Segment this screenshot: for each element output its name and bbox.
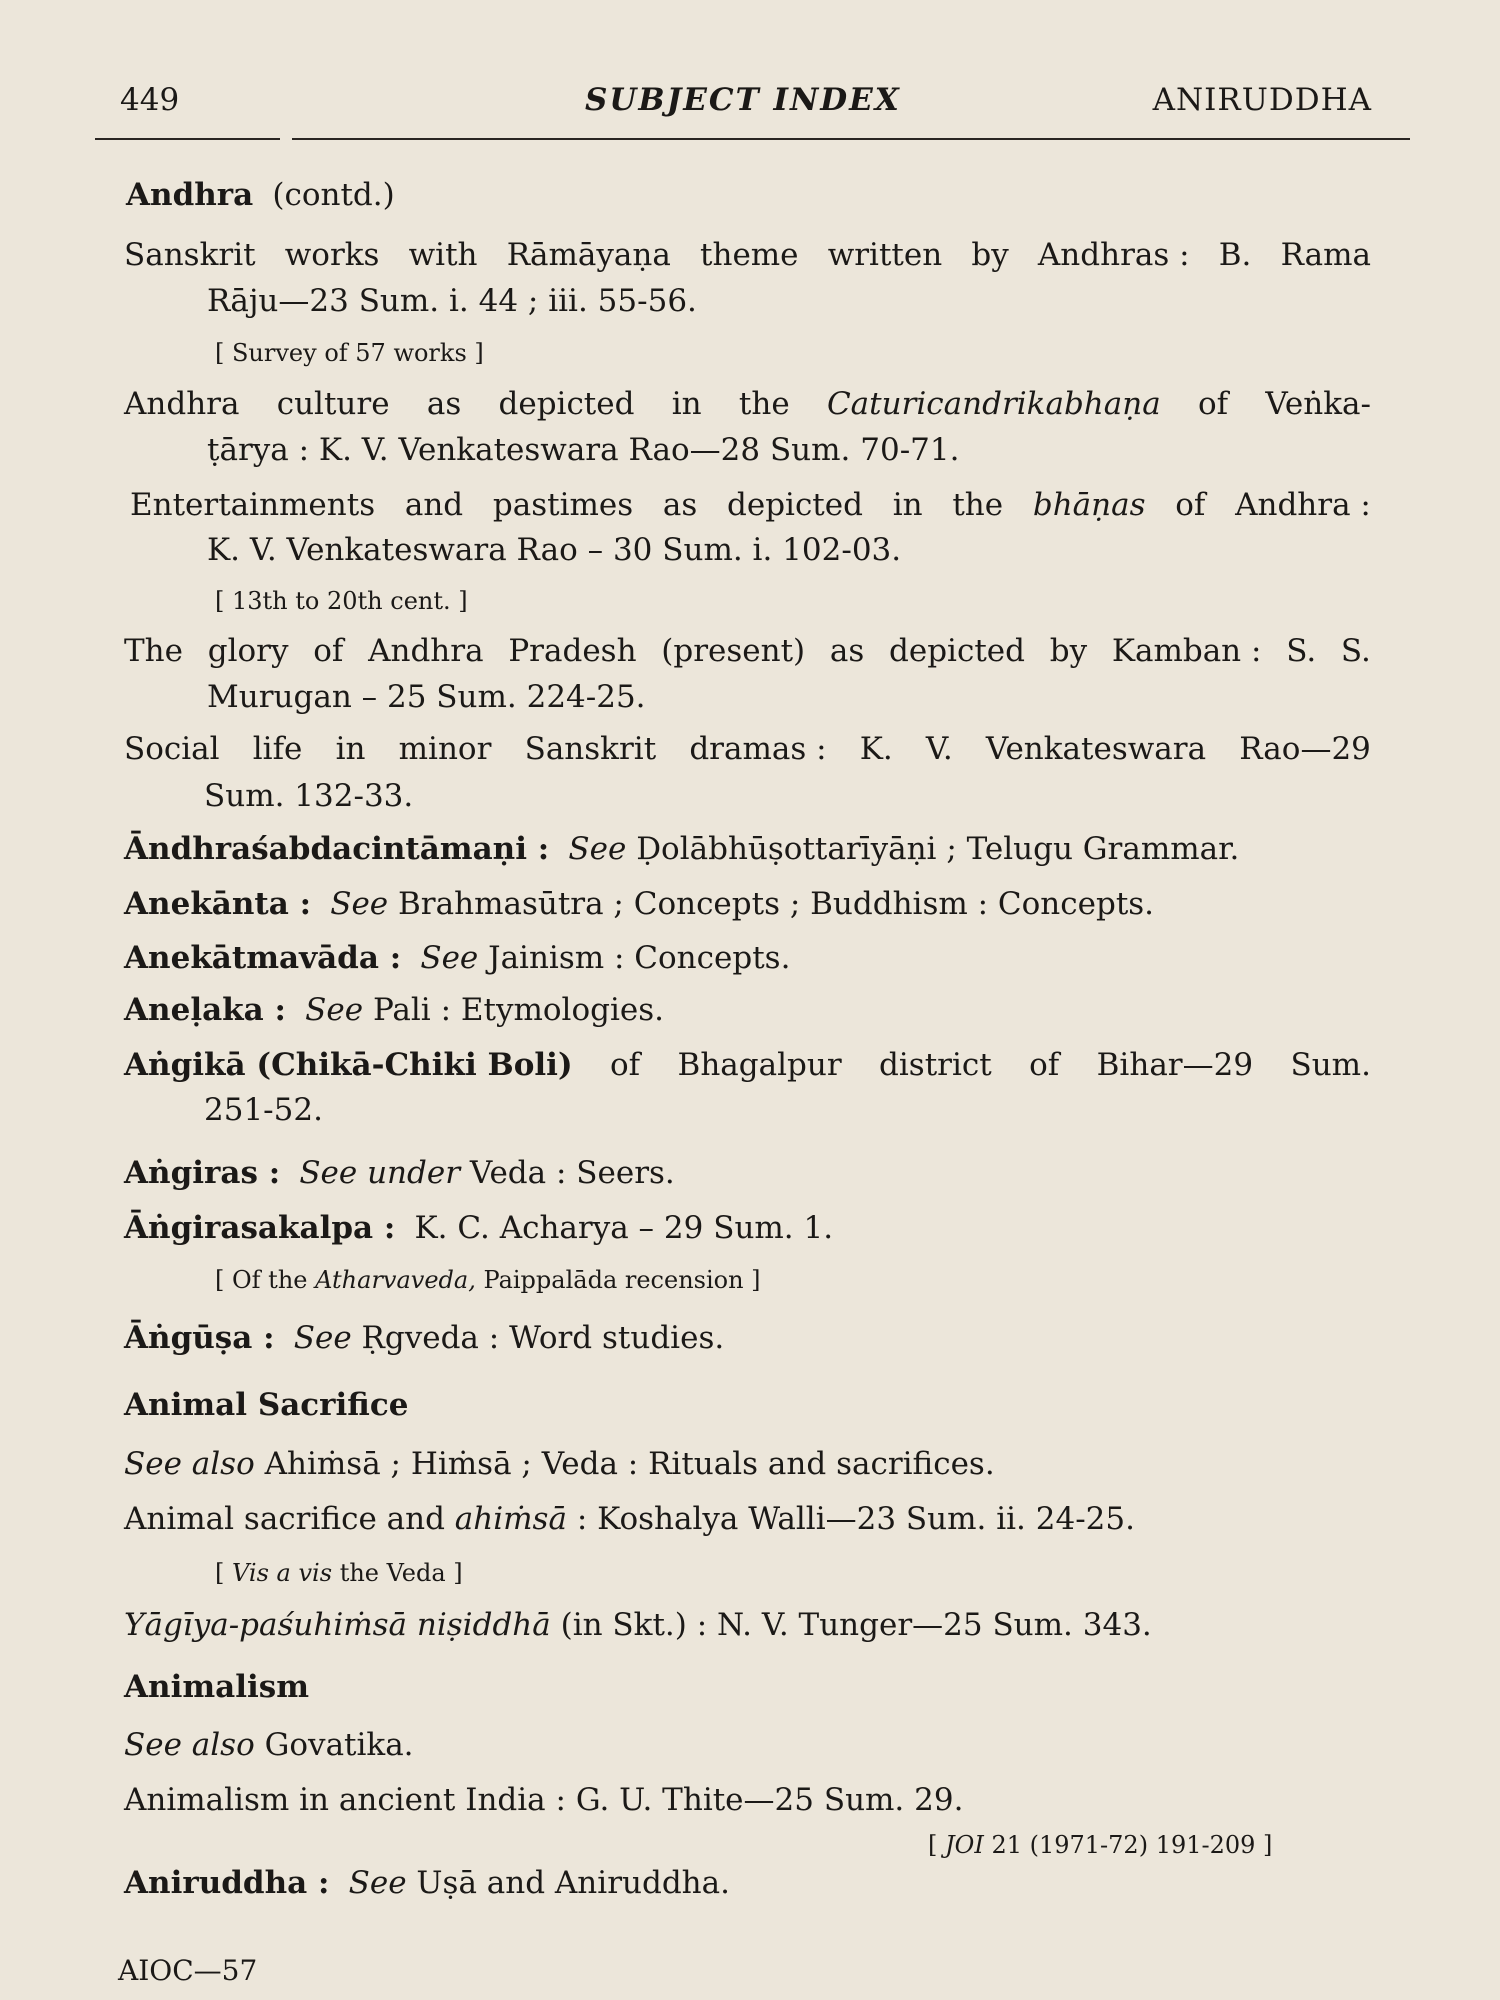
- entry-continuation: Rāju—23 Sum. i. 44 ; iii. 55-56.: [207, 283, 697, 319]
- entry-heading-animalism: Animalism: [124, 1669, 310, 1705]
- entry-animal-sacrifice-ahimsa: [124, 1501, 1135, 1537]
- entry-animalism-ancient-india: Animalism in ancient India : G. U. Thite—25 Sum. 29.: [124, 1782, 964, 1818]
- see-label: See: [305, 992, 364, 1028]
- cross-reference: Uṣā and Aniruddha.: [416, 1865, 730, 1901]
- word: Pradesh: [508, 633, 637, 669]
- entry-note: (contd.): [272, 177, 395, 213]
- see-label: See: [293, 1320, 352, 1356]
- note-text: the Veda ]: [339, 1559, 463, 1587]
- word: Sanskrit: [524, 731, 657, 767]
- word: of: [1175, 487, 1206, 523]
- word: by: [1049, 633, 1088, 669]
- entry-yagiya: [124, 1607, 1152, 1643]
- cross-reference: Pali : Etymologies.: [372, 992, 664, 1028]
- cross-reference: K. C. Acharya – 29 Sum. 1.: [414, 1210, 834, 1246]
- word: written: [827, 237, 943, 273]
- entry-heading-animal-sacrifice: Animal Sacrifice: [124, 1387, 409, 1423]
- cross-reference: Govatika.: [264, 1727, 414, 1763]
- word: the: [738, 386, 790, 422]
- header-rule-left: [95, 138, 280, 140]
- cross-reference: Ḍolābhūṣottarīyāṇi ; Telugu Grammar.: [636, 831, 1240, 867]
- word: minor: [398, 731, 492, 767]
- entry-anekanta: [124, 886, 1155, 922]
- entry-term: Āṅgūṣa :: [124, 1320, 275, 1356]
- note-title: Vis a vis: [232, 1559, 333, 1587]
- entry-continuation: K. V. Venkateswara Rao – 30 Sum. i. 102-03.: [207, 532, 902, 568]
- word: Bhagalpur: [677, 1047, 842, 1083]
- entry-note: [215, 1268, 761, 1292]
- word: S.: [1340, 633, 1371, 669]
- work-title: ahiṁsā: [454, 1501, 567, 1537]
- entry-term: Aniruddha :: [124, 1865, 330, 1901]
- word: the: [952, 487, 1004, 523]
- work-title: bhāṇas: [1032, 487, 1146, 523]
- word: Bihar—29: [1096, 1047, 1254, 1083]
- note-text: [: [215, 1559, 225, 1587]
- word: by: [971, 237, 1009, 273]
- entry-term: Andhra: [126, 177, 254, 213]
- word: Rāmāyaṇa: [506, 237, 671, 273]
- word: Andhra: [368, 633, 484, 669]
- word: glory: [207, 633, 289, 669]
- entry-note: [928, 1833, 1272, 1857]
- header-rule-right: [292, 138, 1410, 140]
- entry-continuation: Murugan – 25 Sum. 224-25.: [207, 679, 646, 715]
- cross-reference: (in Skt.) : N. V. Tunger—25 Sum. 343.: [560, 1607, 1152, 1643]
- cross-reference: Veda : Seers.: [469, 1155, 675, 1191]
- word: as: [426, 386, 462, 422]
- entry-andhra-culture: [124, 386, 1371, 422]
- word: Andhras :: [1037, 237, 1190, 273]
- word: Veṅka-: [1265, 386, 1371, 422]
- word: Venkateswara: [985, 731, 1207, 767]
- entry-term: Anekātmavāda :: [124, 940, 402, 976]
- entry-angirasakalpa: [124, 1210, 834, 1246]
- entry-term: Aneḷaka :: [124, 992, 286, 1028]
- word: B.: [1218, 237, 1252, 273]
- word: in: [671, 386, 702, 422]
- entry-angika: [124, 1047, 1371, 1083]
- see-also-label: See also: [124, 1446, 255, 1482]
- see-label: See: [348, 1865, 407, 1901]
- word: Sanskrit: [124, 237, 256, 273]
- entry-term: Aṅgikā (Chikā-Chiki Boli): [124, 1047, 573, 1083]
- word: with: [408, 237, 478, 273]
- word: life: [252, 731, 303, 767]
- word: as: [829, 633, 865, 669]
- see-label: See: [420, 940, 479, 976]
- word: of: [1197, 386, 1229, 422]
- see-label: See under: [299, 1155, 461, 1191]
- entry-andhrasabdacintamani: [124, 831, 1240, 867]
- word: Sum.: [1290, 1047, 1371, 1083]
- work-title: Yāgīya-paśuhiṁsā niṣiddhā: [124, 1607, 551, 1643]
- word: depicted: [498, 386, 635, 422]
- word: of: [313, 633, 344, 669]
- word: culture: [276, 386, 390, 422]
- cross-reference: Jainism : Concepts.: [488, 940, 791, 976]
- entry-angiras: [124, 1155, 675, 1191]
- word: Rama: [1280, 237, 1371, 273]
- cross-reference: : Koshalya Walli—23 Sum. ii. 24-25.: [576, 1501, 1135, 1537]
- cross-reference: Ṛgveda : Word studies.: [361, 1320, 725, 1356]
- word: Entertainments: [130, 487, 376, 523]
- note-title: JOI: [945, 1831, 984, 1859]
- signature-mark: AIOC—57: [118, 1954, 258, 1987]
- word: district: [879, 1047, 992, 1083]
- entry-aniruddha: [124, 1865, 730, 1901]
- word: Kamban :: [1111, 633, 1262, 669]
- entry-see-also: [124, 1727, 414, 1763]
- page-number: 449: [120, 82, 180, 118]
- word: V.: [925, 731, 953, 767]
- word: (present): [661, 633, 806, 669]
- see-label: See: [568, 831, 627, 867]
- entry-term: Aṅgiras :: [124, 1155, 281, 1191]
- cross-reference: Brahmasūtra ; Concepts ; Buddhism : Concepts.: [398, 886, 1155, 922]
- cross-reference: Ahiṁsā ; Hiṁsā ; Veda : Rituals and sacrifices.: [264, 1446, 995, 1482]
- see-label: See: [330, 886, 389, 922]
- word: K.: [859, 731, 893, 767]
- entry-continuation: Sum. 132-33.: [204, 778, 414, 814]
- entry-note: [ Survey of 57 works ]: [215, 339, 484, 367]
- entry-term: Anekānta :: [124, 886, 312, 922]
- word: works: [284, 237, 380, 273]
- word: Andhra: [124, 386, 240, 422]
- note-text: [ Of the: [215, 1266, 308, 1294]
- word: as: [662, 487, 698, 523]
- word: Andhra :: [1235, 487, 1371, 523]
- word: depicted: [727, 487, 863, 523]
- word: in: [335, 731, 366, 767]
- entry-continuation: 251-52.: [204, 1092, 323, 1128]
- word: of: [1029, 1047, 1060, 1083]
- word: S.: [1286, 633, 1317, 669]
- word: of: [610, 1047, 641, 1083]
- word: Rao—29: [1239, 731, 1371, 767]
- entry-term: Āndhraśabdacintāmaṇi :: [124, 831, 550, 867]
- word: in: [892, 487, 923, 523]
- word: and: [404, 487, 464, 523]
- note-text: 21 (1971-72) 191-209 ]: [991, 1831, 1273, 1859]
- entry-heading-andhra: [126, 177, 395, 213]
- word: Social: [124, 731, 220, 767]
- note-title: Atharvaveda,: [315, 1266, 476, 1294]
- entry-see-also: [124, 1446, 995, 1482]
- work-title: Caturicandrikabhaṇa: [826, 386, 1161, 422]
- entry-text: Animal sacrifice and: [124, 1501, 445, 1537]
- note-text: Paippalāda recension ]: [483, 1266, 761, 1294]
- entry-note: [215, 1561, 463, 1585]
- see-also-label: See also: [124, 1727, 255, 1763]
- guide-word: ANIRUDDHA: [1152, 82, 1372, 118]
- entry-note: [ 13th to 20th cent. ]: [215, 587, 468, 615]
- word: dramas :: [689, 731, 827, 767]
- word: pastimes: [492, 487, 634, 523]
- entry-anekatmavada: [124, 940, 791, 976]
- entry-glory-andhra-pradesh: [124, 633, 1371, 669]
- entry-social-life: [124, 731, 1371, 767]
- page-title: SUBJECT INDEX: [585, 82, 901, 118]
- word: theme: [700, 237, 799, 273]
- word: depicted: [889, 633, 1025, 669]
- entry-term: Āṅgirasakalpa :: [124, 1210, 396, 1246]
- entry-continuation: ṭārya : K. V. Venkateswara Rao—28 Sum. 70-71.: [207, 432, 960, 468]
- note-text: [: [928, 1831, 938, 1859]
- entry-angusa: [124, 1320, 725, 1356]
- word: The: [124, 633, 183, 669]
- entry-anelaka: [124, 992, 664, 1028]
- entry-sanskrit-works: [124, 237, 1371, 273]
- entry-entertainments: [130, 487, 1371, 523]
